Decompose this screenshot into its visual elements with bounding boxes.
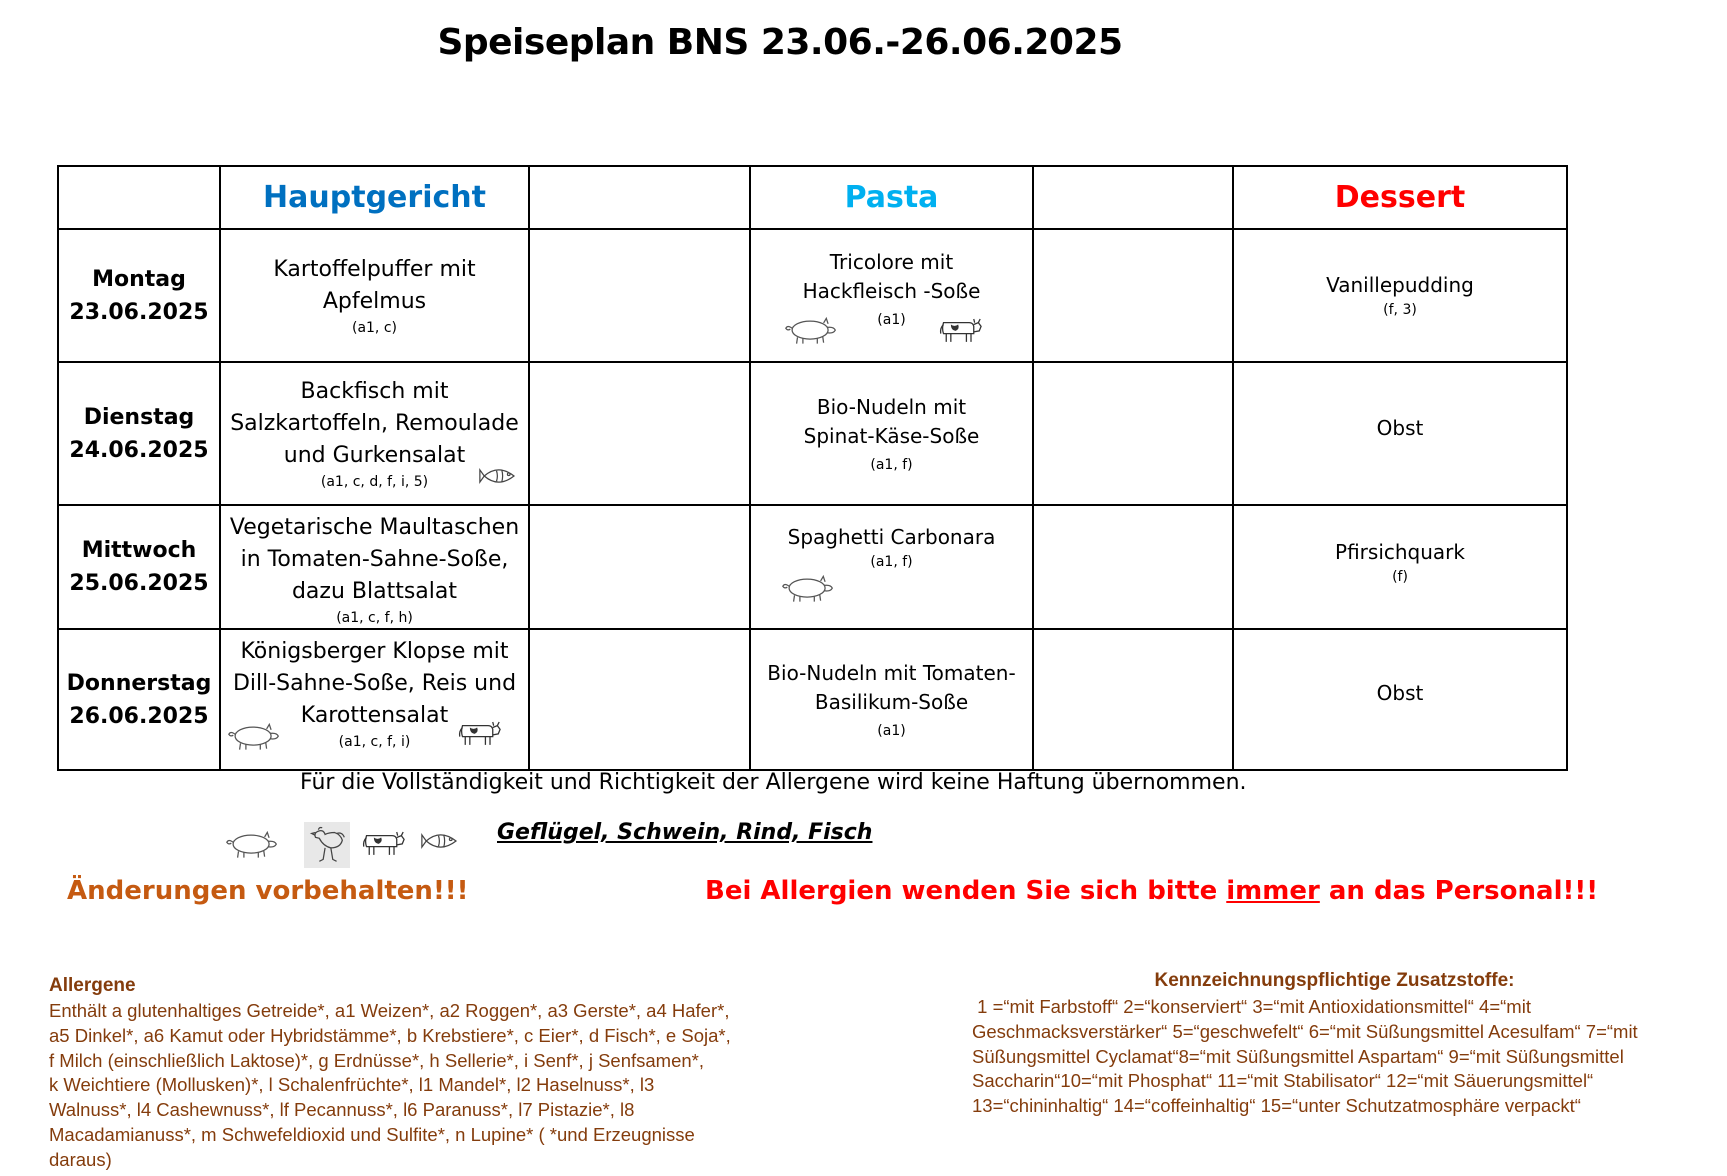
pasta-cell [750,229,1033,362]
cow-icon [938,315,982,345]
zusatzstoffe-line: Geschmacksverstärker“ 5=“geschwefelt“ 6=“mit Süßungsmittel Acesulfam“ 7=“mit [972,1020,1638,1042]
allergy-note: Bei Allergien wenden Sie sich bitte immer an das Personal!!! [705,876,1599,906]
dessert-cell [1233,229,1567,362]
allergen-code: (a1, f) [870,553,913,570]
empty-cell [529,166,750,229]
empty-cell [529,505,750,629]
pasta-cell [750,505,1033,629]
day-date: 24.06.2025 [69,437,209,463]
empty-cell [1033,505,1233,629]
empty-cell [1033,229,1233,362]
dish-line: Obst [1376,416,1424,440]
dish-line: Backfisch mit [300,378,449,404]
dish-line: und Gurkensalat [283,442,466,468]
day-cell [58,362,220,505]
allergen-code: (a1) [877,722,906,739]
legend-icons [225,822,475,872]
cow-icon [361,828,405,858]
empty-cell [1033,166,1233,229]
allergen-line: Enthält a glutenhaltiges Getreide*, a1 Weizen*, a2 Roggen*, a3 Gerste*, a4 Hafer*, [49,1000,730,1021]
disclaimer: Für die Vollständigkeit und Richtigkeit der Allergene wird keine Haftung übernommen. [300,770,1247,795]
dish-line: Basilikum-Soße [814,689,969,714]
empty-cell [529,629,750,770]
dish-line: Apfelmus [322,288,427,314]
dessert-cell [1233,505,1567,629]
day-name: Donnerstag [66,670,212,696]
zusatzstoffe-heading: Kennzeichnungspflichtige Zusatzstoffe: [1154,970,1515,991]
allergen-line: Walnuss*, l4 Cashewnuss*, lf Pecannuss*, l6 Paranuss*, l7 Pistazie*, l8 [49,1099,635,1121]
allergen-legend [49,975,809,1173]
zusatzstoffe-line: Süßungsmittel Cyclamat“8=“mit Süßungsmittel Aspartam“ 9=“mit Süßungsmittel [972,1045,1624,1067]
fish-icon [421,828,463,854]
dish-line: Tricolore mit [829,249,954,274]
pig-icon [227,722,281,752]
day-date: 23.06.2025 [69,299,209,325]
allergen-line: daraus) [49,1148,112,1170]
table-row [58,362,1567,505]
table-row [58,629,1567,770]
day-date: 26.06.2025 [69,703,209,729]
zusatzstoffe-line: 13=“chininhaltig“ 14=“coffeinhaltig“ 15=“unter Schutzatmosphäre verpackt“ [972,1095,1581,1117]
allergen-line: k Weichtiere (Mollusken)*, l Schalenfrüchte*, l1 Mandel*, l2 Haselnuss*, l3 [49,1074,655,1096]
dish-line: dazu Blattsalat [291,579,458,604]
allergen-code: (a1, f) [870,456,913,473]
empty-cell [1033,629,1233,770]
hauptgericht-cell [220,229,529,362]
header-dessert: Dessert [1233,166,1567,229]
page-title: Speiseplan BNS 23.06.-26.06.2025 [437,22,1123,63]
allergen-line: a5 Dinkel*, a6 Kamut oder Hybridstämme*, b Krebstiere*, c Eier*, d Fisch*, e Soja*, [49,1024,731,1046]
allergen-code: (f) [1392,568,1408,585]
day-name: Mittwoch [81,538,197,563]
dish-line: Bio-Nudeln mit Tomaten- [767,660,1016,685]
dish-line: Hackfleisch -Soße [802,278,981,303]
dish-line: in Tomaten-Sahne-Soße, [240,547,509,572]
empty-cell [529,229,750,362]
zusatzstoffe-legend [972,970,1697,1119]
pig-icon [784,316,838,346]
pig-icon [781,574,835,604]
day-cell [58,629,220,770]
allergen-code: (a1, c, f, h) [336,610,413,626]
day-name: Montag [92,266,186,292]
chicken-icon [303,822,351,868]
empty-cell [1033,362,1233,505]
dish-line: Kartoffelpuffer mit [273,256,476,282]
dish-line: Spinat-Käse-Soße [803,423,980,448]
corner-cell [58,166,220,229]
pasta-cell [750,362,1033,505]
dish-line: Vegetarische Maultaschen [229,515,520,540]
dish-line: Bio-Nudeln mit [816,394,967,419]
pig-icon [225,830,279,860]
dish-line: Obst [1376,681,1424,705]
allergy-note-emphasis: immer [1226,876,1320,906]
changes-note: Änderungen vorbehalten!!! [67,876,469,906]
empty-cell [529,362,750,505]
dish-line: Dill-Sahne-Soße, Reis und [232,670,517,696]
allergen-heading: Allergene [49,975,136,996]
dish-line: Karottensalat [300,702,449,728]
menu-table [57,165,1568,771]
hauptgericht-cell [220,505,529,629]
table-row [58,229,1567,362]
allergen-line: f Milch (einschließlich Laktose)*, g Erdnüsse*, h Sellerie*, i Senf*, j Senfsamen*, [49,1049,704,1071]
pasta-cell [750,629,1033,770]
allergen-code: (a1, c) [351,319,397,336]
day-cell [58,505,220,629]
cow-icon [457,718,501,748]
table-row [58,505,1567,629]
dish-line: Pfirsichquark [1335,539,1465,564]
dish-line: Spaghetti Carbonara [787,524,996,549]
fish-icon [479,463,521,489]
allergen-code: (a1, c, f, i) [338,733,411,750]
allergen-line: Macadamianuss*, m Schwefeldioxid und Sulfite*, n Lupine* ( *und Erzeugnisse [49,1123,695,1145]
header-row [58,166,1567,229]
hauptgericht-cell [220,362,529,505]
dessert-cell [1233,629,1567,770]
zusatzstoffe-line: 1 =“mit Farbstoff“ 2=“konserviert“ 3=“mit Antioxidationsmittel“ 4=“mit [972,996,1531,1017]
header-hauptgericht: Hauptgericht [220,166,529,229]
dish-line: Vanillepudding [1326,273,1474,297]
dish-line: Salzkartoffeln, Remoulade [230,410,519,436]
header-pasta: Pasta [750,166,1033,229]
legend-text: Geflügel, Schwein, Rind, Fisch [497,820,873,845]
allergen-code: (f, 3) [1383,302,1417,318]
allergen-code: (a1, c, d, f, i, 5) [320,473,429,490]
dessert-cell [1233,362,1567,505]
zusatzstoffe-line: Saccharin“10=“mit Phosphat“ 11=“mit Stabilisator“ 12=“mit Säuerungsmittel“ [972,1070,1594,1092]
allergen-code: (a1) [877,311,906,328]
day-cell [58,229,220,362]
hauptgericht-cell [220,629,529,770]
dish-line: Königsberger Klopse mit [240,638,509,664]
day-name: Dienstag [83,404,195,430]
day-date: 25.06.2025 [69,571,209,596]
